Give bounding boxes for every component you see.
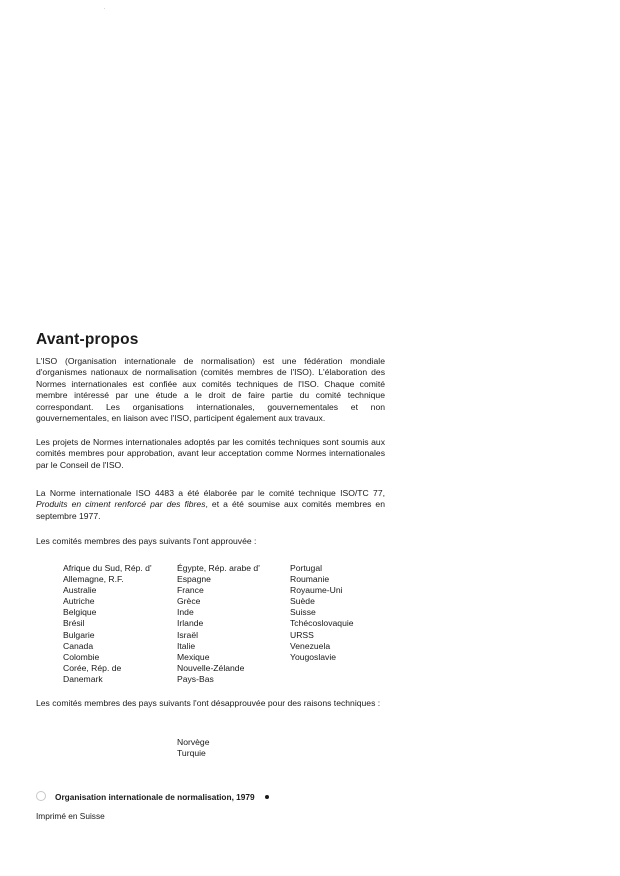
list-item: Israël	[177, 629, 199, 640]
list-item: Belgique	[63, 607, 97, 618]
list-item: URSS	[290, 629, 314, 640]
list-item: Afrique du Sud, Rép. d'	[63, 563, 152, 573]
copyright-icon	[36, 791, 46, 801]
list-item: Mexique	[177, 651, 210, 662]
list-item: Australie	[63, 585, 97, 596]
copyright-line	[36, 791, 269, 802]
disapproved-countries	[177, 737, 209, 759]
standard-text-part2: , et a été soumise aux comités membres en septembre 1977.	[36, 499, 385, 521]
list-item: Danemark	[63, 673, 103, 684]
standard-text-part1: La Norme internationale ISO 4483 a été élaborée par le comité technique ISO/TC 77,	[36, 488, 385, 498]
list-item: Irlande	[177, 618, 204, 629]
list-item: Bulgarie	[63, 629, 95, 640]
disapproved-intro: Les comités membres des pays suivants l'ont désapprouvée pour des raisons techniques :	[36, 698, 381, 708]
list-item: Colombie	[63, 651, 100, 662]
list-item: Portugal	[290, 563, 323, 573]
list-item: Italie	[177, 640, 196, 651]
list-item: France	[177, 585, 204, 596]
list-item: Égypte, Rép. arabe d'	[177, 563, 260, 573]
list-item: Nouvelle-Zélande	[177, 662, 245, 673]
approved-countries-column-3	[290, 563, 354, 663]
list-item: Venezuela	[290, 640, 331, 651]
list-item: Allemagne, R.F.	[63, 574, 124, 585]
list-item: Turquie	[177, 748, 206, 759]
list-item: Autriche	[63, 596, 95, 607]
committee-title: Produits en ciment renforcé par des fibres	[36, 499, 206, 510]
approved-countries-column-2	[177, 563, 260, 685]
list-item: Yougoslavie	[290, 651, 337, 662]
list-item: Corée, Rép. de	[63, 662, 122, 673]
list-item: Grèce	[177, 596, 201, 607]
page-title: Avant-propos	[36, 331, 139, 348]
list-item: Norvège	[177, 737, 210, 747]
copyright-text: Organisation internationale de normalisation, 1979	[55, 792, 255, 802]
list-item: Tchécoslovaquie	[290, 618, 354, 629]
list-item: Pays-Bas	[177, 673, 214, 684]
list-item: Canada	[63, 640, 94, 651]
list-item: Suisse	[290, 607, 316, 618]
list-item: Espagne	[177, 574, 211, 585]
approval-paragraph: Les projets de Normes internationales adoptés par les comités techniques sont soumis aux comités membres pour approbation, avant leur acceptation comme Normes internationales par le Conseil de l'ISO.	[36, 437, 385, 470]
approved-intro: Les comités membres des pays suivants l'ont approuvée :	[36, 536, 257, 546]
intro-paragraph: L'ISO (Organisation internationale de normalisation) est une fédération mondiale d'organismes nationaux de normalisation (comités membres de l'ISO). L'élaboration des Normes internationales est confiée aux comités techniques de l'ISO. Chaque comité membre intéressé par une étude a le droit de faire partie du comité technique correspondant. Les organisations internationales, gouvernementales et non gouvernementales, en liaison avec l'ISO, participent également aux travaux.	[36, 356, 385, 424]
list-item: Royaume-Uni	[290, 585, 343, 596]
list-item: Roumanie	[290, 574, 330, 585]
scan-speck	[104, 8, 105, 9]
standard-paragraph	[36, 488, 385, 522]
approved-countries-column-1	[63, 563, 152, 685]
list-item: Inde	[177, 607, 194, 618]
list-item: Brésil	[63, 618, 85, 629]
bullet-icon	[265, 795, 270, 800]
list-item: Suède	[290, 596, 315, 607]
printed-in: Imprimé en Suisse	[36, 811, 105, 821]
